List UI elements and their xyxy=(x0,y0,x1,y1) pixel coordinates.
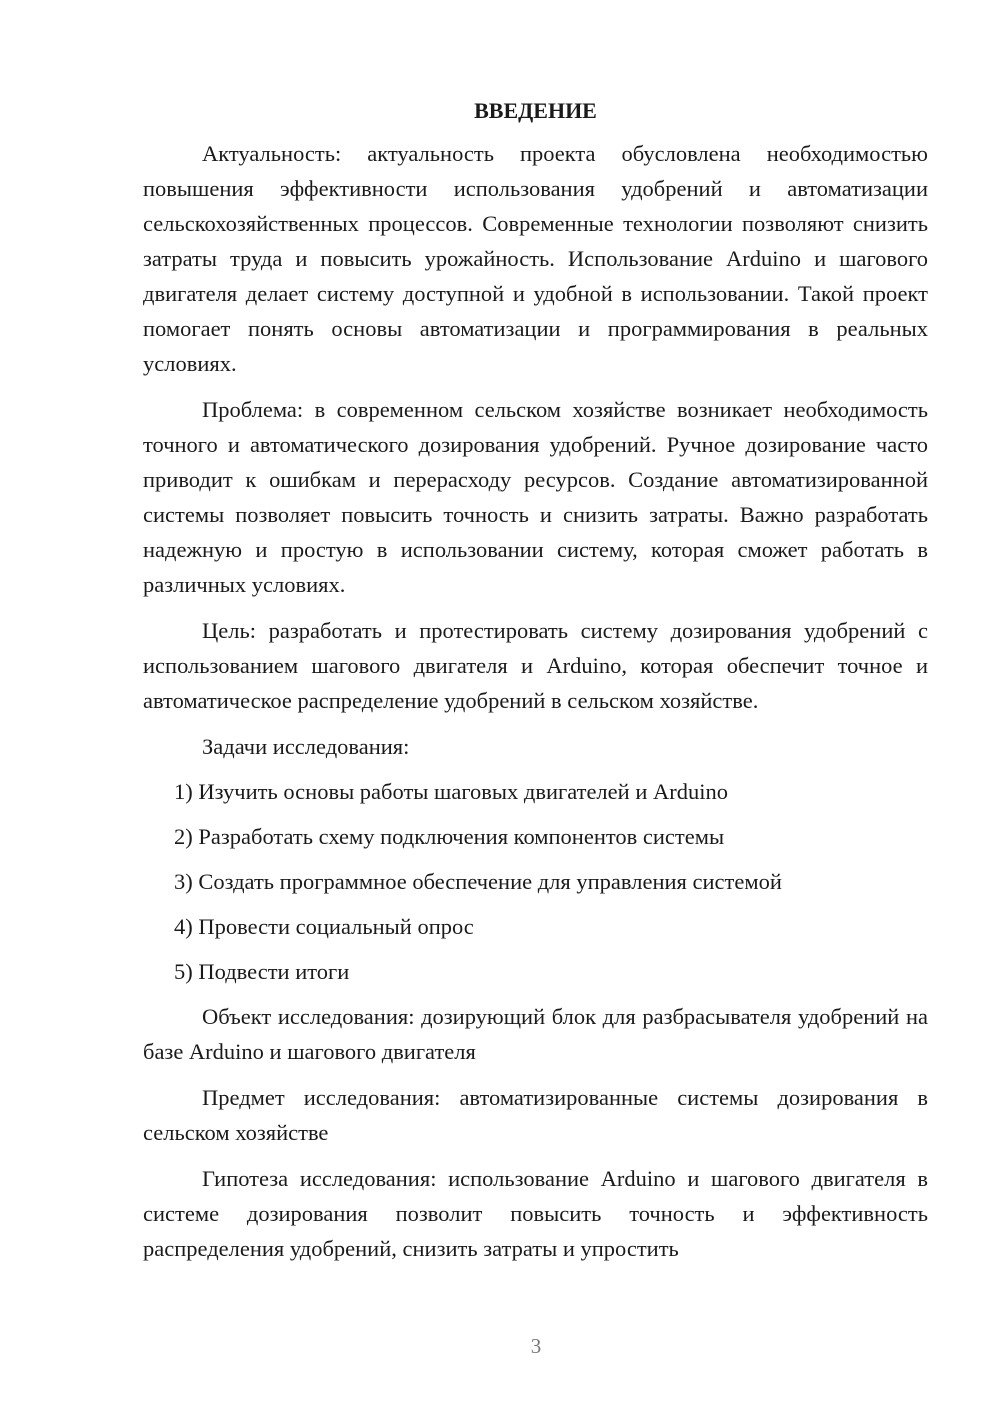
paragraph-object: Объект исследования: дозирующий блок для разбрасывателя удобрений на базе Arduino и шагового двигателя xyxy=(143,1004,928,1064)
paragraph-goal: Цель: разработать и протестировать систему дозирования удобрений с использованием шагового двигателя и Arduino, которая обеспечит точное и автоматическое распределение удобрений в сельском хозяйстве. xyxy=(143,618,928,713)
paragraph-hypothesis: Гипотеза исследования: использование Arduino и шагового двигателя в системе дозирования позволит повысить точность и эффективность распределения удобрений, снизить затраты и упростить xyxy=(143,1166,928,1261)
list-item: 5) Подвести итоги xyxy=(174,959,350,984)
paragraph-subject: Предмет исследования: автоматизированные системы дозирования в сельском хозяйстве xyxy=(143,1085,928,1145)
list-item: 1) Изучить основы работы шаговых двигателей и Arduino xyxy=(174,779,728,804)
page-content xyxy=(143,96,928,1277)
tasks-list xyxy=(143,774,928,989)
list-item: 4) Провести социальный опрос xyxy=(174,914,474,939)
list-item: 2) Разработать схему подключения компонентов системы xyxy=(174,824,725,849)
section-title: ВВЕДЕНИЕ xyxy=(474,98,597,123)
tasks-heading: Задачи исследования: xyxy=(202,734,410,759)
page-number: 3 xyxy=(530,1334,542,1358)
paragraph-relevance: Актуальность: актуальность проекта обусловлена необходимостью повышения эффективности использования удобрений и автоматизации сельскохозяйственных процессов. Современные технологии позволяют снизить затраты труда и повысить урожайность. Использование Arduino и шагового двигателя делает систему доступной и удобной в использовании. Такой проект помогает понять основы автоматизации и программирования в реальных условиях. xyxy=(143,141,928,376)
list-item: 3) Создать программное обеспечение для управления системой xyxy=(174,869,782,894)
paragraph-problem: Проблема: в современном сельском хозяйстве возникает необходимость точного и автоматического дозирования удобрений. Ручное дозирование часто приводит к ошибкам и перерасходу ресурсов. Создание автоматизированной системы позволяет повысить точность и снизить затраты. Важно разработать надежную и простую в использовании систему, которая сможет работать в различных условиях. xyxy=(143,397,928,597)
